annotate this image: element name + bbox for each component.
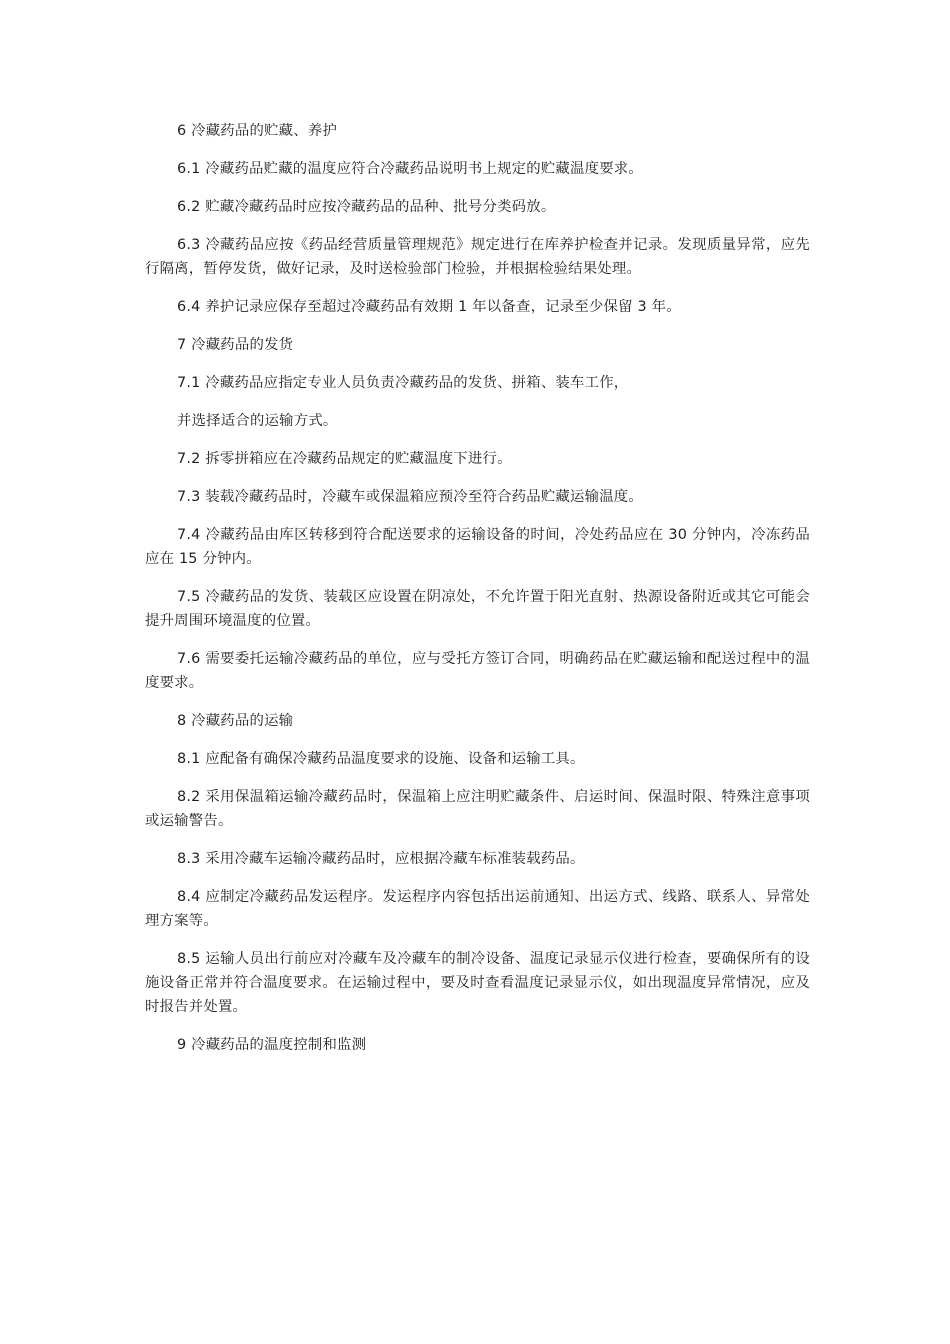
paragraph-8-5: 8.5 运输人员出行前应对冷藏车及冷藏车的制冷设备、温度记录显示仪进行检查，要确保所有的设施设备正常并符合温度要求。在运输过程中，要及时查看温度记录显示仪，如出现温度异常情况，应及时报告并处置。 bbox=[145, 951, 810, 1015]
paragraph-7-3: 7.3 装载冷藏药品时，冷藏车或保温箱应预冷至符合药品贮藏运输温度。 bbox=[177, 489, 643, 505]
section-heading-7: 7 冷藏药品的发货 bbox=[177, 337, 294, 353]
paragraph-6-3: 6.3 冷藏药品应按《药品经营质量管理规范》规定进行在库养护检查并记录。发现质量异常，应先行隔离，暂停发货，做好记录，及时送检验部门检验，并根据检验结果处理。 bbox=[145, 237, 810, 277]
paragraph-7-4: 7.4 冷藏药品由库区转移到符合配送要求的运输设备的时间，冷处药品应在 30 分钟内，冷冻药品应在 15 分钟内。 bbox=[145, 527, 810, 567]
paragraph-7-1-continued: 并选择适合的运输方式。 bbox=[177, 413, 338, 429]
section-heading-9: 9 冷藏药品的温度控制和监测 bbox=[177, 1037, 367, 1053]
paragraph-7-5: 7.5 冷藏药品的发货、装载区应设置在阴凉处，不允许置于阳光直射、热源设备附近或其它可能会提升周围环境温度的位置。 bbox=[145, 589, 810, 629]
paragraph-6-4: 6.4 养护记录应保存至超过冷藏药品有效期 1 年以备查，记录至少保留 3 年。 bbox=[177, 299, 681, 315]
paragraph-8-4: 8.4 应制定冷藏药品发运程序。发运程序内容包括出运前通知、出运方式、线路、联系人、异常处理方案等。 bbox=[145, 889, 810, 929]
paragraph-8-2: 8.2 采用保温箱运输冷藏药品时，保温箱上应注明贮藏条件、启运时间、保温时限、特殊注意事项或运输警告。 bbox=[145, 789, 810, 829]
section-heading-8: 8 冷藏药品的运输 bbox=[177, 713, 294, 729]
document-body bbox=[145, 119, 810, 1071]
paragraph-7-6: 7.6 需要委托运输冷藏药品的单位，应与受托方签订合同，明确药品在贮藏运输和配送过程中的温度要求。 bbox=[145, 651, 810, 691]
paragraph-7-2: 7.2 拆零拼箱应在冷藏药品规定的贮藏温度下进行。 bbox=[177, 451, 512, 467]
paragraph-6-1: 6.1 冷藏药品贮藏的温度应符合冷藏药品说明书上规定的贮藏温度要求。 bbox=[177, 161, 643, 177]
paragraph-7-1: 7.1 冷藏药品应指定专业人员负责冷藏药品的发货、拼箱、装车工作， bbox=[177, 375, 629, 391]
paragraph-8-1: 8.1 应配备有确保冷藏药品温度要求的设施、设备和运输工具。 bbox=[177, 751, 585, 767]
paragraph-6-2: 6.2 贮藏冷藏药品时应按冷藏药品的品种、批号分类码放。 bbox=[177, 199, 556, 215]
paragraph-8-3: 8.3 采用冷藏车运输冷藏药品时，应根据冷藏车标准装载药品。 bbox=[177, 851, 585, 867]
section-heading-6: 6 冷藏药品的贮藏、养护 bbox=[177, 123, 338, 139]
